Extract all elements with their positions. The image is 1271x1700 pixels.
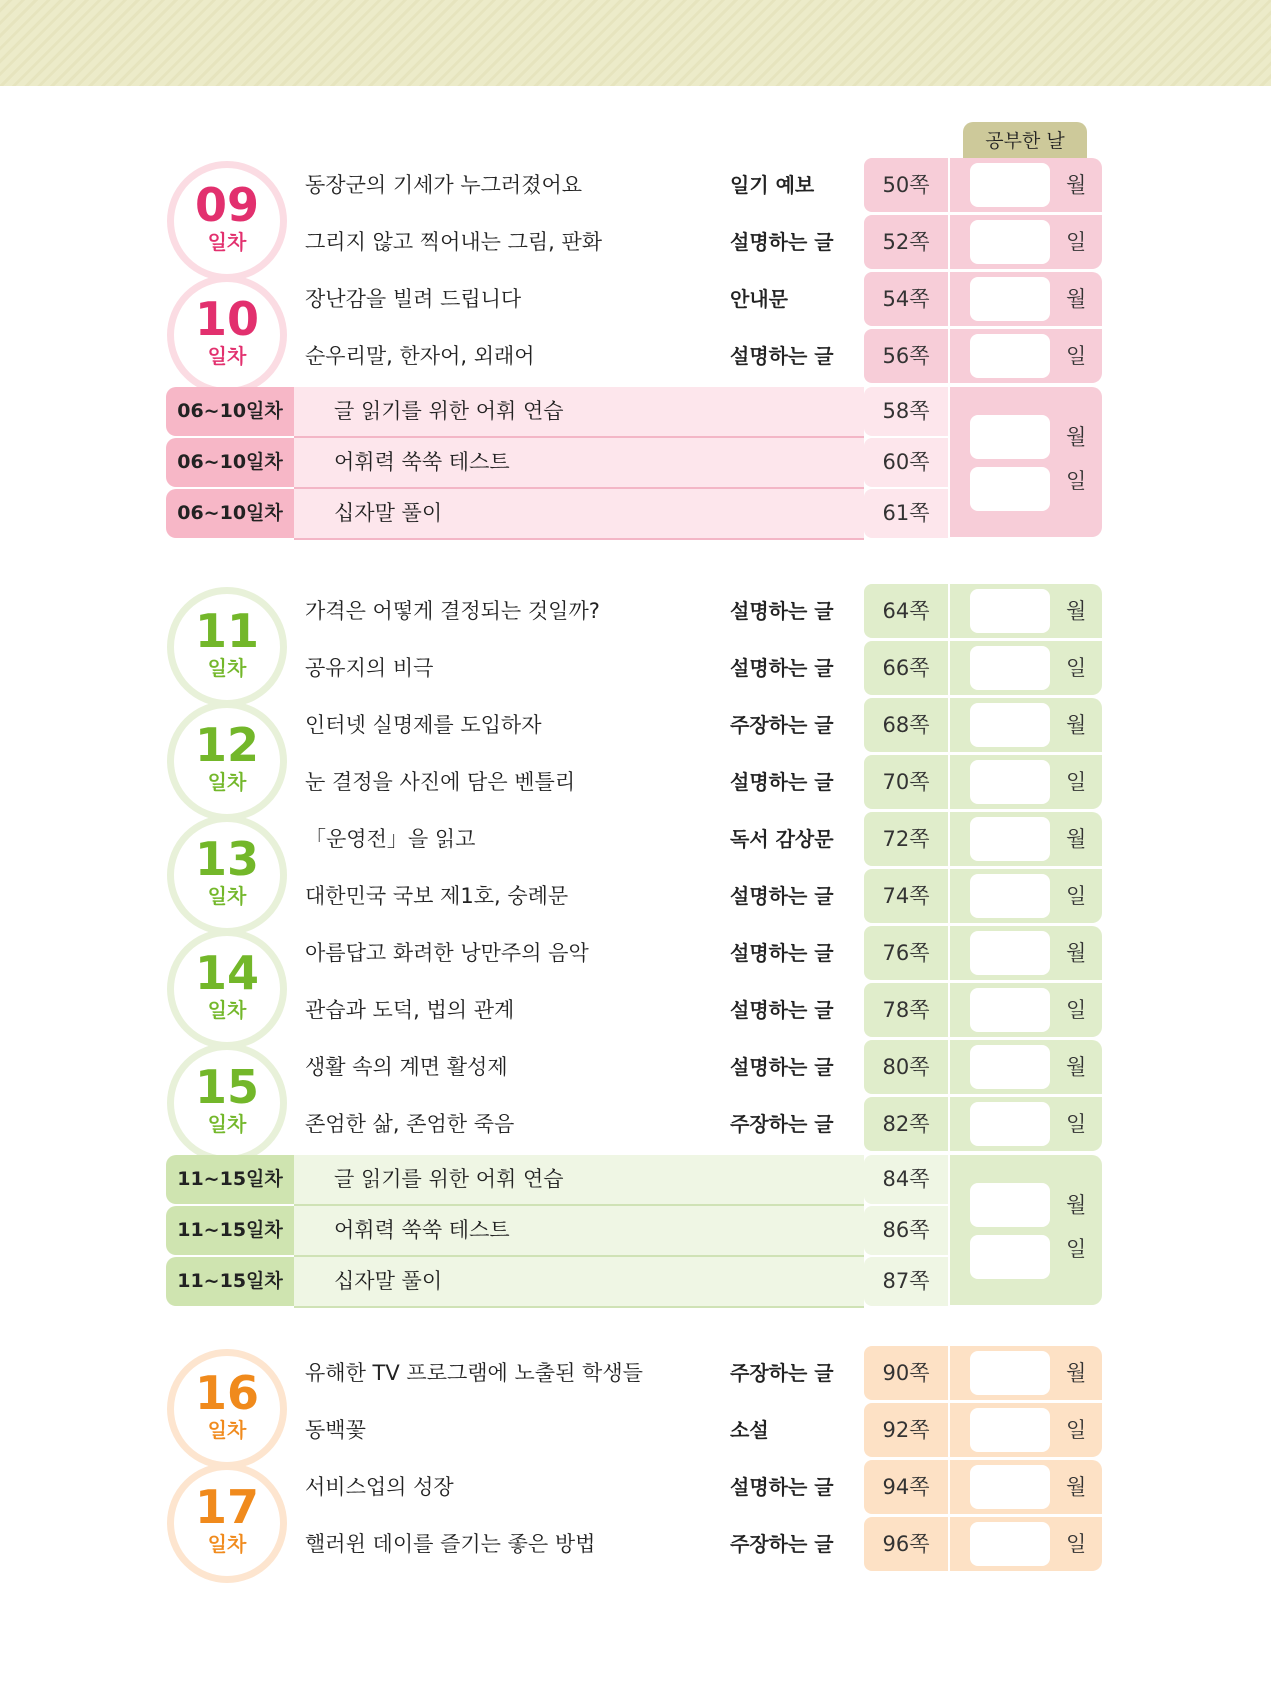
day-unit: 일 (1066, 998, 1087, 1022)
lesson-genre: 주장하는 글 (730, 713, 834, 737)
lesson-title: 눈 결정을 사진에 담은 벤틀리 (305, 770, 576, 794)
lesson-genre: 안내문 (730, 287, 788, 311)
lesson-page: 76쪽 (864, 926, 948, 980)
study-date-cell (950, 1460, 1102, 1514)
study-date-cell (950, 1346, 1102, 1400)
lesson-title: 생활 속의 계면 활성제 (305, 1055, 508, 1079)
lesson-title: 「운영전」을 읽고 (305, 827, 476, 851)
lesson-genre: 설명하는 글 (730, 599, 834, 623)
lesson-row (0, 754, 1271, 811)
lesson-genre: 설명하는 글 (730, 998, 834, 1022)
day-number: 17 (194, 1480, 259, 1534)
lesson-page: 52쪽 (864, 215, 948, 269)
day-input[interactable] (970, 874, 1050, 918)
review-month-input[interactable] (970, 1183, 1050, 1227)
study-date-header: 공부한 날 (963, 122, 1087, 160)
study-date-cell (950, 1403, 1102, 1457)
review-range: 06~10일차 (166, 438, 294, 487)
day-input[interactable] (970, 646, 1050, 690)
study-date-cell (950, 158, 1102, 212)
day-number: 16 (194, 1366, 259, 1420)
day-label: 일차 (207, 230, 247, 254)
month-unit: 월 (1066, 941, 1087, 965)
month-input[interactable] (970, 1465, 1050, 1509)
review-title: 글 읽기를 위한 어휘 연습 (334, 399, 564, 423)
study-date-cell (950, 1517, 1102, 1571)
lesson-title: 관습과 도덕, 법의 관계 (305, 998, 515, 1022)
review-body (294, 1155, 864, 1206)
review-body (294, 1206, 864, 1257)
month-unit: 월 (1066, 1055, 1087, 1079)
lesson-title: 그리지 않고 찍어내는 그림, 판화 (305, 230, 603, 254)
review-row (166, 438, 930, 487)
study-date-cell (950, 698, 1102, 752)
lesson-row (0, 868, 1271, 925)
review-title: 십자말 풀이 (334, 1269, 443, 1293)
day-input[interactable] (970, 1102, 1050, 1146)
review-day-unit: 일 (1066, 469, 1087, 493)
lesson-genre: 설명하는 글 (730, 230, 834, 254)
lesson-title: 순우리말, 한자어, 외래어 (305, 344, 535, 368)
review-row (166, 1206, 930, 1255)
day-label: 일차 (207, 344, 247, 368)
lesson-page: 56쪽 (864, 329, 948, 383)
day-number: 09 (194, 178, 259, 232)
lesson-title: 존엄한 삶, 존엄한 죽음 (305, 1112, 515, 1136)
lesson-page: 80쪽 (864, 1040, 948, 1094)
lesson-page: 66쪽 (864, 641, 948, 695)
day-label: 일차 (207, 998, 247, 1022)
month-unit: 월 (1066, 713, 1087, 737)
study-date-cell (950, 272, 1102, 326)
review-title: 십자말 풀이 (334, 501, 443, 525)
review-day-input[interactable] (970, 467, 1050, 511)
lesson-genre: 설명하는 글 (730, 770, 834, 794)
top-decorative-band (0, 0, 1271, 86)
review-day-unit: 일 (1066, 1237, 1087, 1261)
day-unit: 일 (1066, 770, 1087, 794)
review-title: 글 읽기를 위한 어휘 연습 (334, 1167, 564, 1191)
study-date-cell (950, 1040, 1102, 1094)
review-body (294, 387, 864, 438)
lesson-row (0, 811, 1271, 868)
lesson-row (0, 214, 1271, 271)
lesson-genre: 설명하는 글 (730, 1475, 834, 1499)
month-unit: 월 (1066, 827, 1087, 851)
day-input[interactable] (970, 1408, 1050, 1452)
lesson-genre: 설명하는 글 (730, 344, 834, 368)
day-unit: 일 (1066, 1418, 1087, 1442)
lesson-title: 동장군의 기세가 누그러졌어요 (305, 173, 583, 197)
month-input[interactable] (970, 163, 1050, 207)
lesson-row (0, 1039, 1271, 1096)
lesson-genre: 설명하는 글 (730, 656, 834, 680)
review-row (166, 489, 930, 538)
day-unit: 일 (1066, 230, 1087, 254)
lesson-title: 서비스업의 성장 (305, 1475, 454, 1499)
lesson-page: 94쪽 (864, 1460, 948, 1514)
month-unit: 월 (1066, 599, 1087, 623)
review-body (294, 489, 864, 540)
day-label: 일차 (207, 770, 247, 794)
study-date-cell (950, 1097, 1102, 1151)
review-body (294, 1257, 864, 1308)
month-unit: 월 (1066, 287, 1087, 311)
review-page: 87쪽 (864, 1257, 948, 1306)
review-row (166, 1257, 930, 1306)
month-input[interactable] (970, 1045, 1050, 1089)
lesson-title: 가격은 어떻게 결정되는 것일까? (305, 599, 600, 623)
day-label: 일차 (207, 1418, 247, 1442)
day-number: 11 (194, 604, 259, 658)
day-input[interactable] (970, 220, 1050, 264)
study-date-cell (950, 983, 1102, 1037)
lesson-page: 50쪽 (864, 158, 948, 212)
lesson-row (0, 583, 1271, 640)
review-body (294, 438, 864, 489)
day-unit: 일 (1066, 656, 1087, 680)
review-month-input[interactable] (970, 415, 1050, 459)
review-range: 06~10일차 (166, 489, 294, 538)
lesson-page: 64쪽 (864, 584, 948, 638)
lesson-row (0, 1096, 1271, 1153)
review-range: 11~15일차 (166, 1155, 294, 1204)
lesson-page: 82쪽 (864, 1097, 948, 1151)
review-title: 어휘력 쑥쑥 테스트 (334, 1218, 510, 1242)
day-label: 일차 (207, 1112, 247, 1136)
study-date-cell (950, 215, 1102, 269)
lesson-page: 54쪽 (864, 272, 948, 326)
review-range: 06~10일차 (166, 387, 294, 436)
study-date-cell (950, 641, 1102, 695)
lesson-page: 68쪽 (864, 698, 948, 752)
lesson-title: 장난감을 빌려 드립니다 (305, 287, 522, 311)
lesson-genre: 독서 감상문 (730, 827, 834, 851)
day-label: 일차 (207, 884, 247, 908)
review-month-unit: 월 (1066, 425, 1087, 449)
month-input[interactable] (970, 703, 1050, 747)
study-date-cell (950, 584, 1102, 638)
study-date-cell (950, 329, 1102, 383)
day-unit: 일 (1066, 1112, 1087, 1136)
lesson-title: 공유지의 비극 (305, 656, 434, 680)
lesson-genre: 설명하는 글 (730, 941, 834, 965)
month-input[interactable] (970, 1351, 1050, 1395)
day-number: 15 (194, 1060, 259, 1114)
lesson-title: 대한민국 국보 제1호, 숭례문 (305, 884, 569, 908)
day-unit: 일 (1066, 344, 1087, 368)
lesson-page: 72쪽 (864, 812, 948, 866)
study-date-cell (950, 869, 1102, 923)
review-row (166, 387, 930, 436)
study-date-cell (950, 926, 1102, 980)
study-date-cell (950, 812, 1102, 866)
lesson-title: 핼러윈 데이를 즐기는 좋은 방법 (305, 1532, 596, 1556)
review-day-input[interactable] (970, 1235, 1050, 1279)
lesson-genre: 주장하는 글 (730, 1112, 834, 1136)
review-page: 60쪽 (864, 438, 948, 487)
lesson-row (0, 1402, 1271, 1459)
study-date-cell (950, 755, 1102, 809)
lesson-title: 동백꽃 (305, 1418, 366, 1442)
review-page: 61쪽 (864, 489, 948, 538)
lesson-title: 아름답고 화려한 낭만주의 음악 (305, 941, 589, 965)
lesson-page: 92쪽 (864, 1403, 948, 1457)
lesson-row (0, 1345, 1271, 1402)
lesson-row (0, 925, 1271, 982)
month-input[interactable] (970, 277, 1050, 321)
review-page: 58쪽 (864, 387, 948, 436)
review-page: 86쪽 (864, 1206, 948, 1255)
day-input[interactable] (970, 1522, 1050, 1566)
day-input[interactable] (970, 334, 1050, 378)
month-input[interactable] (970, 589, 1050, 633)
lesson-genre: 주장하는 글 (730, 1532, 834, 1556)
lesson-genre: 주장하는 글 (730, 1361, 834, 1385)
review-row (166, 1155, 930, 1204)
lesson-genre: 설명하는 글 (730, 884, 834, 908)
review-page: 84쪽 (864, 1155, 948, 1204)
lesson-row (0, 1459, 1271, 1516)
lesson-row (0, 697, 1271, 754)
day-number: 10 (194, 292, 259, 346)
day-unit: 일 (1066, 1532, 1087, 1556)
month-input[interactable] (970, 817, 1050, 861)
lesson-row (0, 982, 1271, 1039)
day-number: 14 (194, 946, 259, 1000)
lesson-row (0, 328, 1271, 385)
lesson-row (0, 157, 1271, 214)
lesson-row (0, 271, 1271, 328)
lesson-title: 인터넷 실명제를 도입하자 (305, 713, 542, 737)
lesson-page: 90쪽 (864, 1346, 948, 1400)
day-number: 12 (194, 718, 259, 772)
lesson-page: 96쪽 (864, 1517, 948, 1571)
lesson-genre: 소설 (730, 1418, 769, 1442)
lesson-page: 74쪽 (864, 869, 948, 923)
review-title: 어휘력 쑥쑥 테스트 (334, 450, 510, 474)
lesson-title: 유해한 TV 프로그램에 노출된 학생들 (305, 1361, 643, 1385)
month-input[interactable] (970, 931, 1050, 975)
review-range: 11~15일차 (166, 1206, 294, 1255)
month-unit: 월 (1066, 1475, 1087, 1499)
review-date-cell (950, 387, 1102, 537)
day-input[interactable] (970, 988, 1050, 1032)
day-unit: 일 (1066, 884, 1087, 908)
review-month-unit: 월 (1066, 1193, 1087, 1217)
lesson-row (0, 1516, 1271, 1573)
day-label: 일차 (207, 1532, 247, 1556)
review-date-cell (950, 1155, 1102, 1305)
lesson-genre: 설명하는 글 (730, 1055, 834, 1079)
day-input[interactable] (970, 760, 1050, 804)
day-number: 13 (194, 832, 259, 886)
review-range: 11~15일차 (166, 1257, 294, 1306)
month-unit: 월 (1066, 173, 1087, 197)
lesson-genre: 일기 예보 (730, 173, 815, 197)
day-label: 일차 (207, 656, 247, 680)
lesson-page: 78쪽 (864, 983, 948, 1037)
month-unit: 월 (1066, 1361, 1087, 1385)
lesson-row (0, 640, 1271, 697)
lesson-page: 70쪽 (864, 755, 948, 809)
